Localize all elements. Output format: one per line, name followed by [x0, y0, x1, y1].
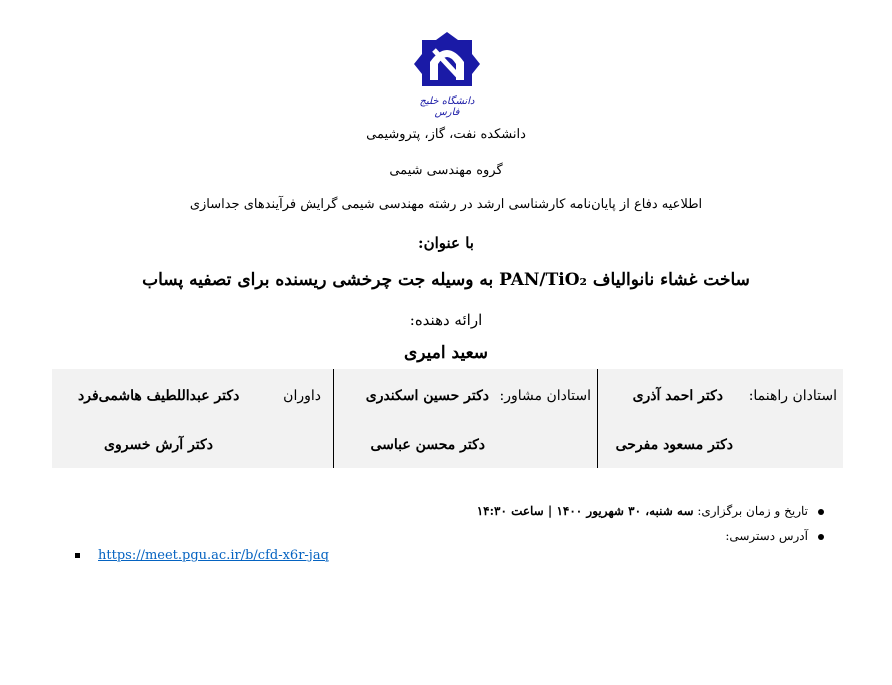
bullet-icon: [818, 509, 824, 515]
presenter-name: سعید امیری: [403, 343, 489, 363]
consultant-name: دکتر حسین اسکندری: [365, 388, 489, 404]
consultant-name: دکتر محسن عباسی: [370, 437, 485, 453]
university-logo: [412, 30, 482, 118]
referee-name: دکتر آرش خسروی: [104, 437, 213, 453]
referee-name: دکتر عبداللطیف هاشمی‌فرد: [78, 388, 240, 404]
datetime-label: تاریخ و زمان برگزاری:: [697, 504, 808, 518]
thesis-title: ساخت غشاء نانوالیاف PAN/TiO₂ به وسیله جت چرخشی ریسنده برای تصفیه پساب: [142, 270, 750, 290]
presenter-label: ارائه دهنده:: [409, 311, 483, 329]
consultants-column: [333, 369, 598, 468]
meeting-link[interactable]: https://meet.pgu.ac.ir/b/cfd-x6r-jaq: [98, 548, 329, 563]
referees-column: [52, 369, 335, 468]
announcement-text: اطلاعیه دفاع از پایان‌نامه کارشناسی ارشد در رشته مهندسی شیمی گرایش فرآیندهای جداسازی: [189, 197, 703, 212]
advisors-column: [598, 369, 843, 468]
logo-caption: دانشگاه خلیج فارس: [419, 96, 475, 118]
faculty-name: دانشکده نفت، گاز، پتروشیمی: [366, 127, 526, 142]
address-item: [725, 529, 824, 543]
title-label: با عنوان:: [418, 234, 474, 252]
square-bullet-icon: [75, 553, 80, 558]
datetime-item: [477, 504, 824, 518]
link-item: [75, 548, 329, 563]
logo-emblem-icon: [412, 30, 482, 92]
advisors-label: استادان راهنما:: [748, 388, 837, 404]
committee-table: [52, 369, 843, 468]
department-name: گروه مهندسی شیمی: [389, 163, 503, 178]
consultants-label: استادان مشاور:: [499, 388, 591, 404]
advisor-name: دکتر احمد آذری: [632, 388, 723, 404]
advisor-name: دکتر مسعود مفرحی: [615, 437, 733, 453]
address-label: آدرس دسترسی:: [725, 529, 808, 543]
datetime-value: سه شنبه، ۳۰ شهریور ۱۴۰۰ | ساعت ۱۴:۳۰: [476, 504, 694, 518]
bullet-icon: [818, 534, 824, 540]
referees-label: داوران: [283, 388, 321, 404]
